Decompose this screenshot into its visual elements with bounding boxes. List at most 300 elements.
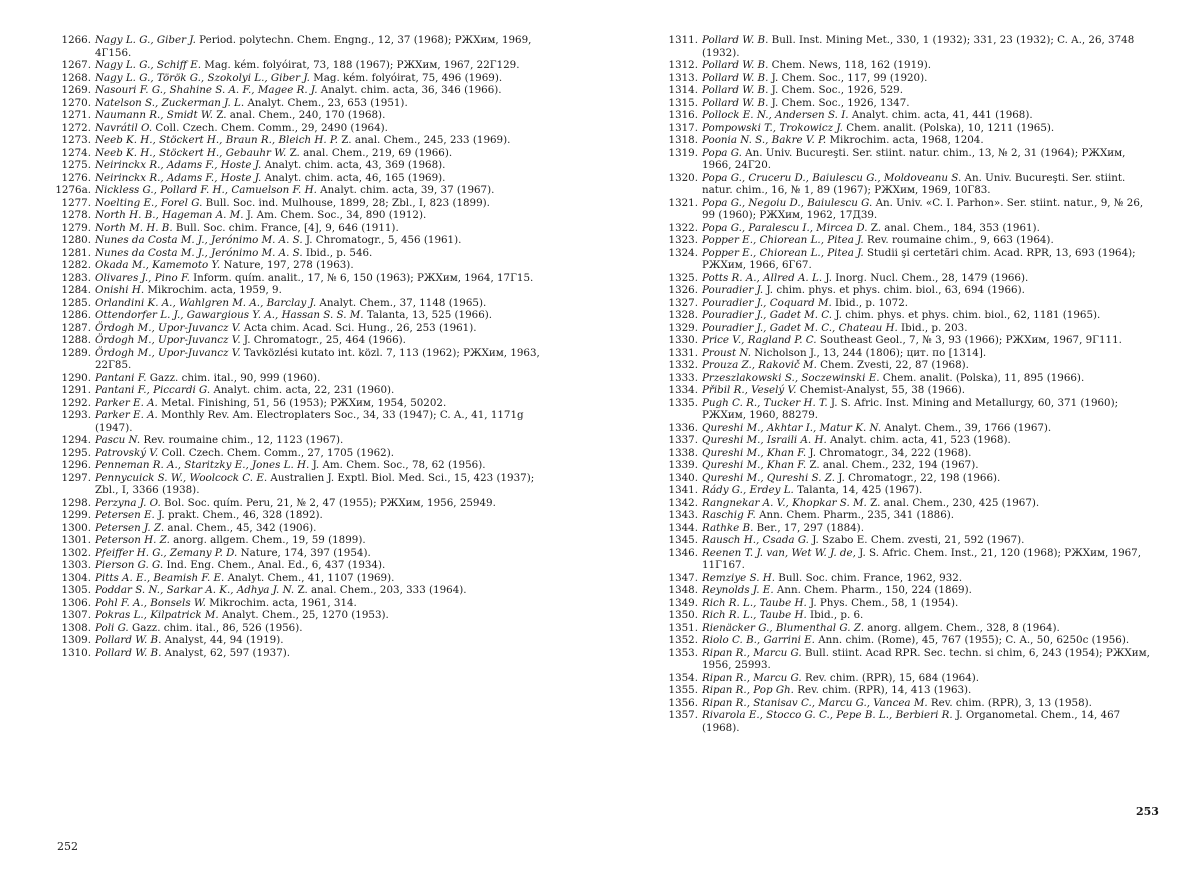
reference-entry — [55, 272, 560, 285]
reference-citation: Z. anal. Chem., 232, 194 (1967). — [806, 459, 979, 471]
reference-citation: J. S. Afric. Inst. Mining and Metallurgy, 60, 371 (1960); РЖХим, 1960, 88279. — [702, 396, 1119, 421]
reference-authors: Přibil R., Veselý V. — [702, 384, 797, 396]
reference-number: 1303. — [61, 559, 91, 571]
reference-authors: Pollard W. B. — [702, 59, 769, 71]
reference-authors: Pouradier J. — [702, 284, 764, 296]
reference-citation: Mikrochim. acta, 1959, 9. — [144, 284, 282, 296]
reference-authors: Nickless G., Pollard F. H., Camuelson F. H. — [95, 184, 317, 196]
reference-entry — [662, 709, 1154, 734]
reference-entry — [55, 172, 560, 185]
reference-entry — [55, 572, 560, 585]
reference-authors: Nagy L. G., Giber J. — [95, 34, 196, 46]
reference-authors: Nagy L. G., Török G., Szokolyi L., Giber J. — [95, 71, 310, 84]
reference-citation: J. prakt. Chem., 46, 328 (1892). — [154, 509, 323, 521]
reference-entry — [55, 309, 560, 322]
reference-number: 1341. — [668, 484, 698, 496]
reference-number: 1356. — [668, 696, 698, 709]
reference-entry — [662, 447, 1154, 460]
reference-number: 1273. — [61, 134, 91, 146]
reference-citation: An. Univ. «C. I. Parhon». Ser. stiint. natur., 9, № 26, 99 (1960); РЖХим, 1962, 17Д39. — [702, 196, 1144, 221]
reference-number: 1271. — [61, 109, 91, 121]
reference-citation: Bull. Inst. Mining Met., 330, 1 (1932); 331, 23 (1932); C. A., 26, 3748 (1932). — [702, 34, 1135, 59]
reference-authors: Poli G. — [95, 621, 129, 634]
reference-authors: Pollard W. B. — [702, 71, 769, 84]
reference-number: 1285. — [61, 296, 91, 309]
reference-entry — [55, 34, 560, 59]
reference-entry — [55, 247, 560, 260]
reference-authors: Poonia N. S., Bakre V. P. — [702, 134, 827, 146]
reference-number: 1301. — [61, 534, 91, 546]
reference-authors: Popa G., Paralescu I., Mircea D. — [702, 221, 868, 234]
reference-citation: Talanta, 14, 425 (1967). — [793, 484, 923, 496]
reference-entry — [662, 372, 1154, 385]
reference-authors: Remziye S. H. — [702, 571, 775, 584]
reference-number: 1276a. — [55, 184, 91, 196]
reference-entry — [662, 234, 1154, 247]
reference-citation: J. Chem. Soc., 1926, 529. — [768, 84, 903, 96]
reference-citation: An. Univ. Bucureşti. Ser. stiint. natur. chim., 16, № 1, 89 (1967); РЖХим, 1969, 10Г83. — [702, 171, 1126, 196]
reference-citation: Acta chim. Acad. Sci. Hung., 26, 253 (1961). — [240, 321, 477, 334]
reference-authors: Neirinckx R., Adams F., Hoste J. — [95, 159, 262, 171]
reference-number: 1270. — [61, 96, 91, 109]
reference-entry — [662, 397, 1154, 422]
reference-number: 1296. — [61, 459, 91, 471]
reference-entry — [55, 622, 560, 635]
reference-citation: Bull. Soc. ind. Mulhouse, 1899, 28; Zbl., I, 823 (1899). — [202, 196, 490, 209]
reference-entry — [55, 134, 560, 147]
reference-entry — [55, 259, 560, 272]
reference-citation: J. chim. phys. et phys. chim. biol., 62, 1181 (1965). — [832, 309, 1101, 321]
reference-number: 1346. — [668, 546, 698, 559]
reference-number: 1354. — [668, 671, 698, 684]
reference-number: 1327. — [668, 296, 698, 309]
reference-number: 1326. — [668, 284, 698, 296]
reference-citation: Bull. Soc. chim. France, 1962, 932. — [775, 571, 963, 584]
reference-authors: Popa G. — [702, 146, 742, 159]
reference-entry — [55, 559, 560, 572]
reference-authors: Pitts A. E., Beamish F. E. — [95, 571, 225, 584]
reference-entry — [662, 84, 1154, 97]
reference-number: 1277. — [61, 196, 91, 209]
reference-number: 1306. — [61, 596, 91, 609]
reference-authors: Pugh C. R., Tucker H. T. — [702, 396, 828, 409]
reference-citation: Bol. Soc. quím. Peru, 21, № 2, 47 (1955); РЖХим, 1956, 25949. — [160, 496, 496, 509]
reference-authors: Pollard W. B. — [95, 646, 162, 659]
reference-number: 1357. — [668, 709, 698, 721]
reference-entry — [662, 122, 1154, 135]
reference-number: 1308. — [61, 621, 91, 634]
reference-entry — [55, 159, 560, 172]
reference-authors: Ripan R., Stanisav C., Marcu G., Vancea M. — [702, 696, 928, 709]
reference-authors: Nasouri F. G., Shahine S. A. F., Magee R. J. — [95, 84, 318, 96]
reference-number: 1319. — [668, 146, 698, 159]
reference-number: 1331. — [668, 346, 698, 359]
reference-authors: Olivares J., Pino F. — [95, 271, 190, 284]
reference-authors: Popa G., Negoiu D., Baiulescu G. — [702, 196, 873, 209]
reference-citation: J. Chromatogr., 5, 456 (1961). — [302, 234, 462, 246]
reference-citation: Nature, 174, 397 (1954). — [237, 546, 371, 559]
reference-authors: Potts R. A., Allred A. L. — [702, 271, 823, 284]
reference-number: 1281. — [61, 246, 91, 259]
reference-citation: Mikrochim. acta, 1968, 1204. — [826, 134, 984, 146]
reference-number: 1299. — [61, 509, 91, 521]
reference-authors: Ördogh M., Upor-Juvancz V. — [95, 346, 241, 359]
reference-authors: Ördogh M., Upor-Juvancz V. — [95, 334, 241, 346]
reference-authors: Pfeiffer H. G., Zemany P. D. — [95, 546, 238, 559]
reference-number: 1291. — [61, 384, 91, 396]
reference-citation: Ann. chim. (Rome), 45, 767 (1955); C. A., 50, 6250c (1956). — [814, 634, 1130, 646]
reference-citation: Chemist-Analyst, 55, 38 (1966). — [796, 384, 966, 396]
reference-citation: Z. anal. Chem., 219, 69 (1966). — [286, 146, 453, 159]
reference-authors: Rivarola E., Stocco G. C., Pepe B. L., Berbieri R. — [702, 709, 953, 721]
reference-number: 1340. — [668, 471, 698, 484]
reference-entry — [55, 334, 560, 347]
reference-number: 1295. — [61, 446, 91, 459]
reference-entry — [662, 472, 1154, 485]
reference-authors: Rienäcker G., Blumenthal G. Z. — [702, 621, 864, 634]
reference-citation: Mikrochim. acta, 1961, 314. — [205, 596, 357, 609]
reference-authors: North M. H. B. — [95, 221, 173, 234]
reference-number: 1274. — [61, 146, 91, 159]
reference-citation: Analyst, 62, 597 (1937). — [161, 646, 291, 659]
reference-number: 1272. — [61, 121, 91, 134]
reference-authors: Reynolds J. E. — [702, 584, 774, 596]
reference-citation: Chem. analit. (Polska), 11, 895 (1966). — [879, 371, 1085, 384]
reference-entry — [662, 647, 1154, 672]
reference-citation: Nature, 197, 278 (1963). — [220, 259, 354, 271]
reference-entry — [55, 434, 560, 447]
reference-number: 1294. — [61, 434, 91, 446]
reference-authors: Popper E., Chiorean L., Pitea J. — [702, 234, 864, 246]
reference-number: 1302. — [61, 546, 91, 559]
reference-entry — [662, 547, 1154, 572]
reference-number: 1345. — [668, 534, 698, 546]
reference-number: 1267. — [61, 59, 91, 71]
reference-entry — [662, 572, 1154, 585]
reference-entry — [662, 322, 1154, 335]
reference-entry — [662, 672, 1154, 685]
reference-authors: Raschig F. — [702, 509, 756, 521]
reference-entry — [55, 447, 560, 460]
reference-authors: Parker E. A. — [95, 409, 158, 421]
page-number-left: 252 — [57, 840, 78, 853]
reference-citation: anal. Chem., 45, 342 (1906). — [164, 521, 317, 534]
reference-entry — [662, 197, 1154, 222]
reference-citation: Analyt. chim. acta, 39, 37 (1967). — [316, 184, 495, 196]
reference-entry — [662, 697, 1154, 710]
reference-authors: Rangnekar A. V., Khopkar S. M. — [702, 496, 867, 509]
reference-authors: Naumann R., Smidt W. — [95, 109, 213, 121]
reference-authors: Rich R. L., Taube H. — [702, 596, 807, 609]
reference-entry — [662, 597, 1154, 610]
reference-citation: Analyt. Chem., 37, 1148 (1965). — [316, 296, 487, 309]
reference-number: 1329. — [668, 321, 698, 334]
reference-number: 1328. — [668, 309, 698, 321]
reference-authors: Pompowski T., Trokowicz J. — [702, 121, 843, 134]
reference-entry — [55, 284, 560, 297]
reference-citation: Australien J. Exptl. Biol. Med. Sci., 15, 423 (1937); Zbl., I, 3366 (1938). — [95, 471, 535, 496]
reference-citation: An. Univ. Bucureşti. Ser. stiint. natur. chim., 13, № 2, 31 (1964); РЖХим, 1966, 24Г20. — [702, 146, 1126, 171]
reference-number: 1353. — [668, 646, 698, 659]
reference-citation: Analyt. chim. acta, 41, 441 (1968). — [848, 109, 1033, 121]
reference-number: 1347. — [668, 571, 698, 584]
reference-entry — [662, 222, 1154, 235]
reference-number: 1342. — [668, 496, 698, 509]
reference-citation: Ann. Chem. Pharm., 235, 341 (1886). — [755, 509, 955, 521]
reference-citation: Gazz. chim. ital., 90, 999 (1960). — [146, 371, 321, 384]
reference-entry — [55, 609, 560, 622]
reference-entry — [662, 509, 1154, 522]
reference-entry — [662, 297, 1154, 310]
reference-authors: Poddar S. N., Sarkar A. K., Adhya J. N. — [95, 584, 295, 596]
reference-number: 1318. — [668, 134, 698, 146]
reference-number: 1351. — [668, 621, 698, 634]
reference-authors: Peterson H. Z. — [95, 534, 170, 546]
reference-citation: Southeast Geol., 7, № 3, 93 (1966); РЖХим, 1967, 9Г111. — [816, 334, 1122, 346]
reference-number: 1307. — [61, 609, 91, 621]
reference-entry — [662, 534, 1154, 547]
reference-authors: Petersen E. — [95, 509, 155, 521]
reference-number: 1352. — [668, 634, 698, 646]
reference-authors: Rády G., Erdey L. — [702, 484, 794, 496]
reference-citation: Ber., 17, 297 (1884). — [753, 521, 864, 534]
reference-authors: Ördogh M., Upor-Juvancz V. — [95, 321, 241, 334]
reference-number: 1325. — [668, 271, 698, 284]
reference-entry — [662, 34, 1154, 59]
reference-authors: Pohl F. A., Bonsels W. — [95, 596, 206, 609]
reference-citation: Ibid., p. 203. — [897, 321, 968, 334]
reference-authors: Pollock E. N., Andersen S. I. — [702, 109, 849, 121]
reference-entry — [55, 459, 560, 472]
reference-citation: Analyt. Chem., 23, 653 (1951). — [244, 96, 408, 109]
reference-entry — [662, 247, 1154, 272]
reference-number: 1338. — [668, 446, 698, 459]
reference-number: 1315. — [668, 96, 698, 109]
reference-authors: Okada M., Kamemoto Y. — [95, 259, 221, 271]
reference-entry — [55, 322, 560, 335]
reference-entry — [55, 84, 560, 97]
reference-entry — [55, 197, 560, 210]
reference-entry — [662, 522, 1154, 535]
reference-entry — [662, 384, 1154, 397]
reference-entry — [662, 284, 1154, 297]
reference-entry — [55, 109, 560, 122]
reference-number: 1344. — [668, 521, 698, 534]
reference-authors: Pollard W. B. — [702, 84, 769, 96]
reference-entry — [662, 347, 1154, 360]
reference-number: 1290. — [61, 371, 91, 384]
page-number-right: 253 — [1136, 805, 1159, 818]
reference-authors: Rich R. L., Taube H. — [702, 609, 807, 621]
reference-number: 1309. — [61, 634, 91, 646]
reference-authors: Qureshi M., Akhtar I., Matur K. N. — [702, 421, 882, 434]
reference-citation: Mag. kém. folyóirat, 75, 496 (1969). — [309, 71, 503, 84]
reference-citation: Chem. News, 118, 162 (1919). — [768, 59, 931, 71]
reference-citation: Rev. roumaine chim., 12, 1123 (1967). — [140, 434, 344, 446]
reference-citation: Z. anal. Chem., 230, 425 (1967). — [866, 496, 1040, 509]
reference-entry — [55, 509, 560, 522]
reference-number: 1334. — [668, 384, 698, 396]
reference-authors: Proust N. — [702, 346, 752, 359]
reference-number: 1335. — [668, 396, 698, 409]
reference-number: 1300. — [61, 521, 91, 534]
reference-authors: Neeb K. H., Stöckert H., Braun R., Bleich H. P. — [95, 134, 339, 146]
reference-entry — [662, 172, 1154, 197]
reference-number: 1350. — [668, 609, 698, 621]
reference-citation: Rev. chim. (RPR), 14, 413 (1963). — [793, 684, 972, 696]
reference-entry — [55, 209, 560, 222]
reference-authors: Pantani F., Piccardi G. — [95, 384, 211, 396]
reference-entry — [55, 147, 560, 160]
reference-citation: J. S. Afric. Chem. Inst., 21, 120 (1968); РЖХим, 1967, 11Г167. — [702, 546, 1142, 571]
reference-citation: J. Szabo E. Chem. zvesti, 21, 592 (1967). — [808, 534, 1025, 546]
reference-citation: J. Organometal. Chem., 14, 467 (1968). — [702, 709, 1121, 734]
reference-entry — [55, 372, 560, 385]
reference-entry — [662, 59, 1154, 72]
reference-number: 1284. — [61, 284, 91, 296]
reference-number: 1283. — [61, 271, 91, 284]
reference-citation: Bull. stiint. Acad RPR. Sec. techn. si chim, 6, 243 (1954); РЖХим, 1956, 25993. — [702, 646, 1150, 671]
reference-authors: Neirinckx R., Adams F., Hoste J. — [95, 171, 262, 184]
reference-authors: Qureshi M., Israili A. H. — [702, 434, 827, 446]
reference-authors: Qureshi M., Qureshi S. Z. — [702, 471, 835, 484]
reference-number: 1298. — [61, 496, 91, 509]
reference-number: 1343. — [668, 509, 698, 521]
reference-number: 1314. — [668, 84, 698, 96]
reference-authors: Qureshi M., Khan F. — [702, 446, 807, 459]
reference-number: 1321. — [668, 196, 698, 209]
reference-entry — [662, 272, 1154, 285]
reference-authors: Pollard W. B. — [702, 34, 769, 46]
reference-citation: Ind. Eng. Chem., Anal. Ed., 6, 437 (1934). — [163, 559, 386, 571]
reference-number: 1323. — [668, 234, 698, 246]
reference-authors: Reenen T. J. van, Wet W. J. de, — [702, 546, 856, 559]
reference-entry — [55, 234, 560, 247]
reference-number: 1348. — [668, 584, 698, 596]
reference-entry — [55, 97, 560, 110]
reference-authors: Natelson S., Zuckerman J. L. — [95, 96, 245, 109]
reference-authors: Nunes da Costa M. J., Jerónimo M. A. S. — [95, 234, 303, 246]
reference-citation: Studii şi certetări chim. Acad. RPR, 13, 693 (1964); РЖХим, 1966, 6Г67. — [702, 246, 1136, 271]
reference-entry — [55, 472, 560, 497]
reference-number: 1337. — [668, 434, 698, 446]
reference-authors: Pierson G. G. — [95, 559, 164, 571]
reference-entry — [55, 347, 560, 372]
reference-number: 1312. — [668, 59, 698, 71]
reference-entry — [662, 434, 1154, 447]
reference-authors: Orlandini K. A., Wahlgren M. A., Barclay J. — [95, 296, 317, 309]
reference-citation: Gazz. chim. ital., 86, 526 (1956). — [128, 621, 303, 634]
reference-citation: J. Am. Chem. Soc., 78, 62 (1956). — [309, 459, 486, 471]
reference-entry — [662, 459, 1154, 472]
reference-authors: Riolo C. B., Garrini E. — [702, 634, 815, 646]
reference-entry — [55, 409, 560, 434]
reference-authors: Prouza Z., Rakovič M. — [702, 359, 817, 371]
reference-citation: Analyt. Chem., 25, 1270 (1953). — [218, 609, 389, 621]
reference-citation: Metal. Finishing, 51, 56 (1953); РЖХим, 1954, 50202. — [157, 396, 447, 409]
reference-citation: Z. anal. Chem., 184, 353 (1961). — [867, 221, 1040, 234]
reference-authors: Pennycuick S. W., Woolcock C. E. — [95, 471, 268, 484]
reference-entry — [55, 122, 560, 135]
reference-number: 1336. — [668, 421, 698, 434]
reference-citation: Z. anal. Chem., 245, 233 (1969). — [338, 134, 511, 146]
reference-number: 1297. — [61, 471, 91, 484]
reference-authors: Pollard W. B. — [702, 96, 769, 109]
reference-number: 1266. — [61, 34, 91, 46]
reference-citation: J. Chromatogr., 25, 464 (1966). — [240, 334, 406, 346]
reference-authors: Rausch H., Csada G. — [702, 534, 809, 546]
reference-number: 1349. — [668, 596, 698, 609]
reference-number: 1333. — [668, 371, 698, 384]
reference-citation: J. Inorg. Nucl. Chem., 28, 1479 (1966). — [822, 271, 1029, 284]
reference-authors: Price V., Ragland P. C. — [702, 334, 817, 346]
reference-number: 1292. — [61, 396, 91, 409]
reference-entry — [662, 497, 1154, 510]
reference-citation: J. Am. Chem. Soc., 34, 890 (1912). — [243, 209, 427, 221]
reference-authors: Patrovský V. — [95, 446, 159, 459]
reference-citation: J. Chromatogr., 34, 222 (1968). — [806, 446, 972, 459]
reference-citation: J. Chem. Soc., 1926, 1347. — [768, 96, 910, 109]
reference-authors: Pouradier J., Gadet M. C. — [702, 309, 833, 321]
reference-number: 1305. — [61, 584, 91, 596]
reference-citation: Ann. Chem. Pharm., 150, 224 (1869). — [773, 584, 972, 596]
reference-authors: Ripan R., Marcu G. — [702, 646, 802, 659]
reference-number: 1304. — [61, 571, 91, 584]
reference-citation: Rev. chim. (RPR), 3, 13 (1958). — [927, 696, 1092, 709]
reference-entry — [662, 484, 1154, 497]
reference-citation: Coll. Czech. Chem. Comm., 27, 1705 (1962). — [158, 446, 395, 459]
reference-number: 1355. — [668, 684, 698, 696]
reference-number: 1317. — [668, 121, 698, 134]
reference-entry — [55, 222, 560, 235]
reference-entry — [662, 97, 1154, 110]
reference-citation: Period. polytechn. Chem. Engng., 12, 37 (1968); РЖХим, 1969, 4Г156. — [95, 34, 532, 59]
right-page-references — [662, 34, 1154, 824]
reference-number: 1320. — [668, 171, 698, 184]
reference-authors: Ripan R., Marcu G. — [702, 671, 802, 684]
reference-number: 1280. — [61, 234, 91, 246]
reference-authors: Pollard W. B. — [95, 634, 162, 646]
reference-citation: Ibid., p. 546. — [302, 246, 373, 259]
reference-citation: Rev. chim. (RPR), 15, 684 (1964). — [801, 671, 980, 684]
reference-number: 1275. — [61, 159, 91, 171]
reference-citation: J. Phys. Chem., 58, 1 (1954). — [806, 596, 959, 609]
reference-number: 1269. — [61, 84, 91, 96]
reference-authors: Petersen J. Z. — [95, 521, 165, 534]
reference-number: 1286. — [61, 309, 91, 321]
reference-number: 1332. — [668, 359, 698, 371]
reference-citation: Analyt. Chem., 41, 1107 (1969). — [224, 571, 395, 584]
reference-citation: Analyt. chim. acta, 36, 346 (1966). — [317, 84, 502, 96]
reference-citation: Talanta, 13, 525 (1966). — [363, 309, 493, 321]
reference-entry — [55, 597, 560, 610]
reference-entry — [55, 497, 560, 510]
reference-number: 1278. — [61, 209, 91, 221]
reference-citation: Chem. Zvesti, 22, 87 (1968). — [816, 359, 969, 371]
reference-citation: Z. anal. Chem., 240, 170 (1968). — [212, 109, 386, 121]
reference-number: 1330. — [668, 334, 698, 346]
reference-citation: Analyt. chim. acta, 46, 165 (1969). — [261, 171, 446, 184]
reference-authors: Pouradier J., Coquard M. — [702, 296, 832, 309]
reference-entry — [662, 134, 1154, 147]
reference-citation: Analyt. Chem., 39, 1766 (1967). — [881, 421, 1052, 434]
reference-entry — [55, 184, 560, 197]
reference-citation: Analyst, 44, 94 (1919). — [161, 634, 284, 646]
reference-entry — [55, 397, 560, 410]
reference-citation: Coll. Czech. Chem. Comm., 29, 2490 (1964). — [152, 121, 388, 134]
reference-authors: Onishi H. — [95, 284, 145, 296]
reference-entry — [55, 547, 560, 560]
